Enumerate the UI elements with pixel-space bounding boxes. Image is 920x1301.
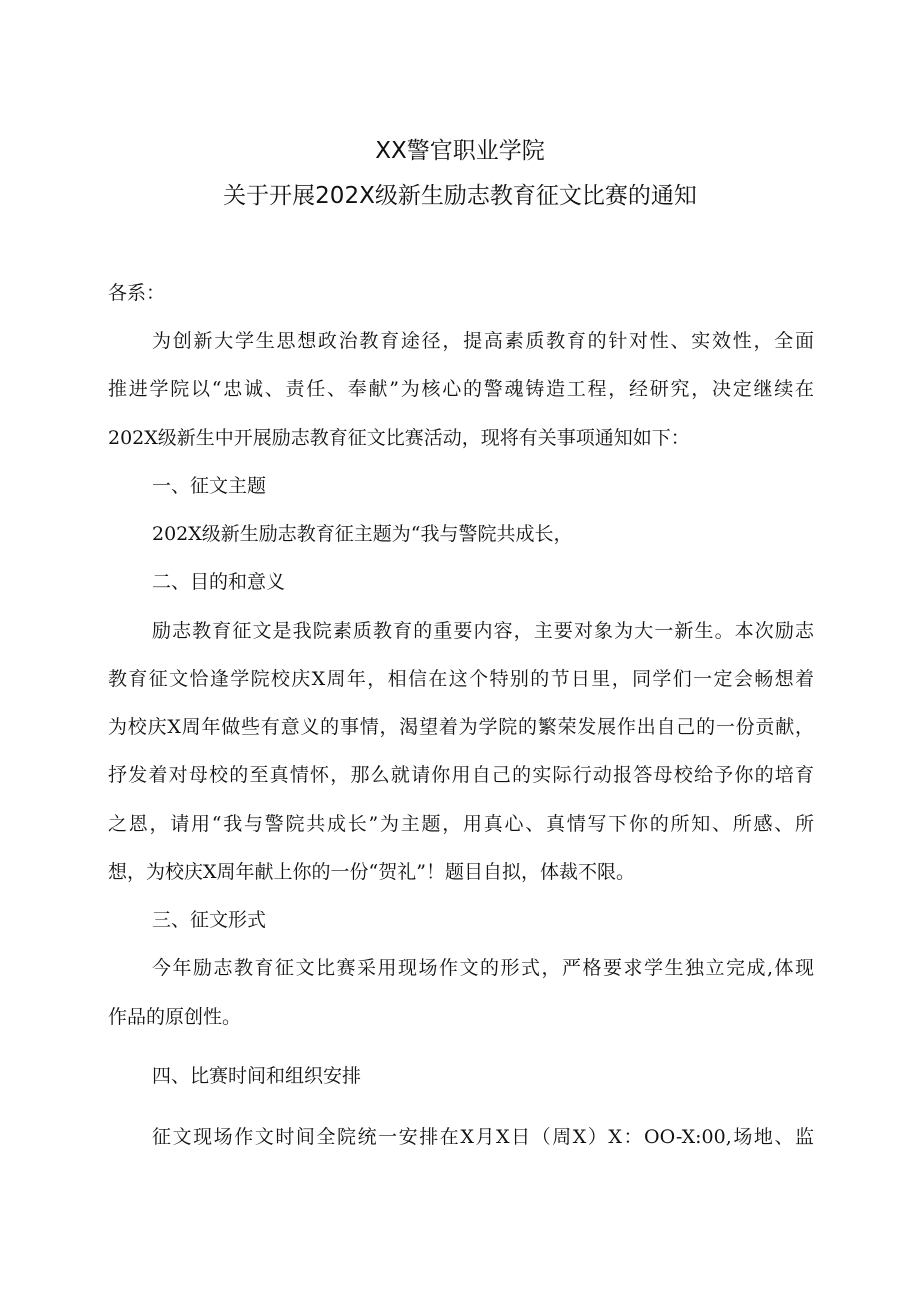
paragraph-format-line-1: 今年励志教育征文比赛采用现场作文的形式，严格要求学生独立完成,体现 [152, 957, 814, 979]
document-title-school: XX警官职业学院 [375, 138, 545, 164]
document-title-notice: 关于开展202X级新生励志教育征文比赛的通知 [223, 183, 697, 209]
section-heading-purpose: 二、目的和意义 [152, 571, 286, 593]
paragraph-purpose-line-5: 之恩，请用“我与警院共成长”为主题，用真心、真情写下你的所知、所感、所 [108, 813, 814, 835]
paragraph-format-line-2: 作品的原创性。 [108, 1006, 242, 1028]
paragraph-intro-line-2: 推进学院以“忠诚、责任、奉献”为核心的警魂铸造工程，经研究，决定继续在 [108, 378, 814, 400]
paragraph-intro-line-3: 202X级新生中开展励志教育征文比赛活动，现将有关事项通知如下： [108, 427, 690, 449]
paragraph-purpose-line-3: 为校庆X周年做些有意义的事情，渴望着为学院的繁荣发展作出自己的一份贡献， [108, 716, 814, 738]
paragraph-schedule-line-1: 征文现场作文时间全院统一安排在X月X日（周X）X：OO-X:00,场地、监 [152, 1126, 814, 1148]
section-heading-theme: 一、征文主题 [152, 475, 267, 497]
paragraph-theme: 202X级新生励志教育征主题为“我与警院共成长， [152, 523, 573, 545]
paragraph-purpose-line-4: 抒发着对母校的至真情怀，那么就请你用自己的实际行动报答母校给予你的培育 [108, 764, 814, 786]
paragraph-purpose-line-2: 教育征文恰逢学院校庆X周年，相信在这个特别的节日里，同学们一定会畅想着 [108, 668, 814, 690]
paragraph-intro-line-1: 为创新大学生思想政治教育途径，提高素质教育的针对性、实效性，全面 [152, 330, 814, 352]
paragraph-purpose-line-6: 想，为校庆X周年献上你的一份“贺礼”！题目自拟，体裁不限。 [108, 861, 635, 883]
section-heading-schedule: 四、比赛时间和组织安排 [152, 1065, 362, 1087]
salutation: 各系： [108, 282, 166, 304]
paragraph-purpose-line-1: 励志教育征文是我院素质教育的重要内容，主要对象为大一新生。本次励志 [152, 620, 814, 642]
section-heading-format: 三、征文形式 [152, 909, 267, 931]
